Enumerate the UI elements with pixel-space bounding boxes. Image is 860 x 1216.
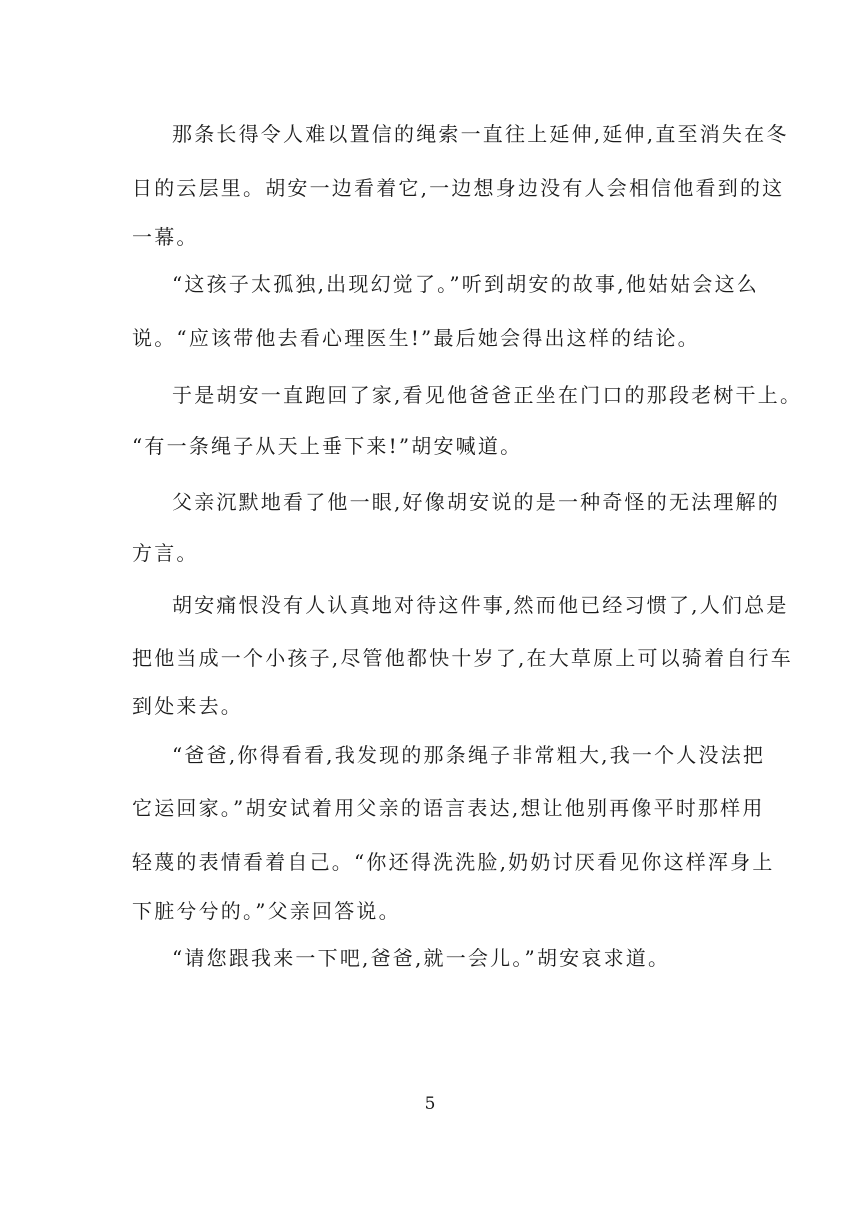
text-line-7: “有一条绳子从天上垂下来!”胡安喊道。 (132, 434, 523, 458)
text-line-6: 于是胡安一直跑回了家,看见他爸爸正坐在门口的那段老树干上。 (172, 383, 803, 407)
text-line-4: “这孩子太孤独,出现幻觉了。”听到胡安的故事,他姑姑会这么 (172, 272, 759, 296)
text-line-15: 轻蔑的表情看着自己。“你还得洗洗脸,奶奶讨厌看见你这样浑身上 (132, 850, 775, 874)
text-line-13: “爸爸,你得看看,我发现的那条绳子非常粗大,我一个人没法把 (172, 743, 766, 767)
text-line-14: 它运回家。”胡安试着用父亲的语言表达,想让他别再像平时那样用 (132, 796, 765, 820)
text-line-16: 下脏兮兮的。”父亲回答说。 (132, 899, 401, 923)
text-line-3: 一幕。 (132, 225, 199, 249)
text-line-1: 那条长得令人难以置信的绳索一直往上延伸,延伸,直至消失在冬 (172, 122, 789, 146)
text-line-8: 父亲沉默地看了他一眼,好像胡安说的是一种奇怪的无法理解的 (172, 490, 780, 514)
text-line-12: 到处来去。 (132, 694, 243, 718)
text-line-2: 日的云层里。胡安一边看着它,一边想身边没有人会相信他看到的这 (132, 176, 785, 200)
text-line-11: 把他当成一个小孩子,尽管他都快十岁了,在大草原上可以骑着自行车 (132, 646, 793, 670)
text-line-10: 胡安痛恨没有人认真地对待这件事,然而他已经习惯了,人们总是 (172, 593, 789, 617)
page-number: 5 (424, 1094, 436, 1114)
text-line-5: 说。“应该带他去看心理医生!”最后她会得出这样的结论。 (132, 326, 700, 350)
text-line-17: “请您跟我来一下吧,爸爸,就一会儿。”胡安哀求道。 (172, 946, 671, 970)
text-line-9: 方言。 (132, 541, 199, 565)
